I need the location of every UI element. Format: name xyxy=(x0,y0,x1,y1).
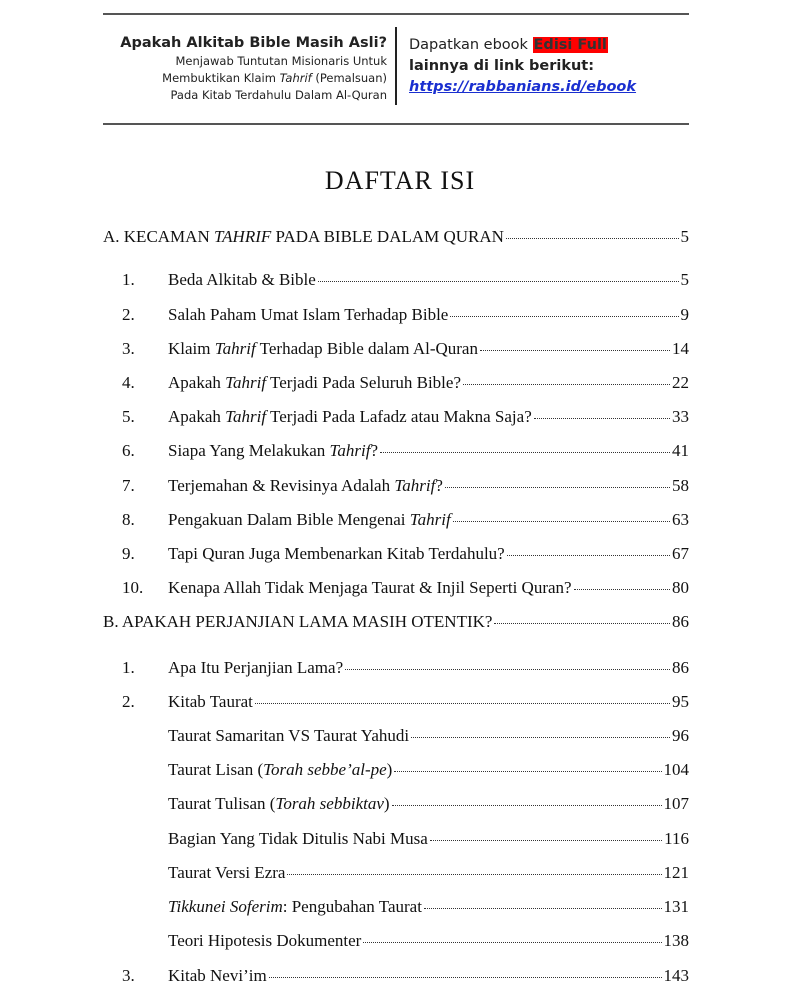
toc-entry-title: Taurat Samaritan VS Taurat Yahudi xyxy=(168,726,410,745)
toc-entry-number: 1. xyxy=(122,270,135,289)
toc-dot-leader xyxy=(380,452,670,453)
toc-page-number: 86 xyxy=(672,658,689,677)
toc-dot-leader xyxy=(394,771,661,772)
promo-link[interactable]: https://rabbanians.id/ebook xyxy=(409,79,637,95)
toc-dot-leader xyxy=(269,977,662,978)
toc-entry-number: 5. xyxy=(122,407,135,426)
toc-entry[interactable] xyxy=(168,930,689,952)
toc-dot-leader xyxy=(363,942,661,943)
toc-entry-number: 3. xyxy=(122,339,135,358)
toc-dot-leader xyxy=(453,521,670,522)
toc-page-number: 116 xyxy=(664,829,689,848)
toc-page-number: 95 xyxy=(672,692,689,711)
toc-entry-number: 4. xyxy=(122,373,135,392)
toc-entry-title: Taurat Lisan (Torah sebbe’al-pe) xyxy=(168,760,393,779)
toc-entry-number: 6. xyxy=(122,441,135,460)
toc-entry[interactable] xyxy=(122,657,689,679)
toc-page-number: 41 xyxy=(672,441,689,460)
toc-entry-title: Kenapa Allah Tidak Menjaga Taurat & Injil Seperti Quran? xyxy=(168,578,572,597)
toc-section-heading[interactable] xyxy=(103,226,689,248)
toc-entry[interactable] xyxy=(122,440,689,462)
toc-page-number: 22 xyxy=(672,373,689,392)
page-title: DAFTAR ISI xyxy=(324,166,476,195)
toc-entry[interactable] xyxy=(122,577,689,599)
toc-page-number: 5 xyxy=(680,270,689,289)
toc-entry-title: Taurat Versi Ezra xyxy=(168,863,286,882)
toc-entry-title: Bagian Yang Tidak Ditulis Nabi Musa xyxy=(168,829,428,848)
toc-dot-leader xyxy=(287,874,661,875)
toc-entry-number: 1. xyxy=(122,658,135,677)
toc-section-title: B. APAKAH PERJANJIAN LAMA MASIH OTENTIK? xyxy=(103,612,493,631)
toc-page-number: 131 xyxy=(663,897,689,916)
promo-box xyxy=(409,35,636,98)
toc-entry[interactable] xyxy=(168,896,689,918)
toc-dot-leader xyxy=(463,384,670,385)
toc-entry[interactable] xyxy=(168,828,689,850)
toc-dot-leader xyxy=(424,908,662,909)
toc-dot-leader xyxy=(255,703,670,704)
toc-page-number: 104 xyxy=(663,760,689,779)
promo-line-2: lainnya di link berikut: xyxy=(409,58,595,74)
toc-entry[interactable] xyxy=(122,338,689,360)
book-header xyxy=(103,34,387,104)
toc-page-number: 96 xyxy=(672,726,689,745)
toc-entry-title: Klaim Tahrif Terhadap Bible dalam Al-Quran xyxy=(168,339,478,358)
toc-dot-leader xyxy=(450,316,678,317)
toc-page-number: 86 xyxy=(672,612,689,631)
toc-entry[interactable] xyxy=(122,965,689,987)
toc-entry-title: Apakah Tahrif Terjadi Pada Seluruh Bible? xyxy=(168,373,461,392)
toc-page-number: 143 xyxy=(663,966,689,985)
toc-entry-title: Kitab Taurat xyxy=(168,692,253,711)
toc-page-number: 67 xyxy=(672,544,689,563)
toc-entry[interactable] xyxy=(122,543,689,565)
toc-section-heading[interactable] xyxy=(103,611,689,633)
promo-line-1: Dapatkan ebook Edisi Full xyxy=(409,37,607,53)
toc-page-number: 9 xyxy=(680,305,689,324)
toc-page-number: 63 xyxy=(672,510,689,529)
toc-entry[interactable] xyxy=(168,793,689,815)
toc-entry[interactable] xyxy=(122,372,689,394)
book-subtitle-line-2: Membuktikan Klaim Tahrif (Pemalsuan) xyxy=(162,71,387,85)
toc-dot-leader xyxy=(574,589,670,590)
toc-entry-title: Siapa Yang Melakukan Tahrif? xyxy=(168,441,378,460)
promo-highlight: Edisi Full xyxy=(533,37,607,53)
toc-dot-leader xyxy=(534,418,670,419)
toc-dot-leader xyxy=(480,350,670,351)
toc-dot-leader xyxy=(494,623,670,624)
toc-entry-title: Apakah Tahrif Terjadi Pada Lafadz atau Makna Saja? xyxy=(168,407,532,426)
toc-entry-title: Teori Hipotesis Dokumenter xyxy=(168,931,362,950)
toc-entry-number: 8. xyxy=(122,510,135,529)
toc-page-number: 58 xyxy=(672,476,689,495)
toc-dot-leader xyxy=(345,669,670,670)
toc-entry[interactable] xyxy=(168,725,689,747)
toc-entry-title: Apa Itu Perjanjian Lama? xyxy=(168,658,344,677)
header-divider xyxy=(395,27,397,105)
toc-dot-leader xyxy=(411,737,670,738)
toc-entry-title: Tikkunei Soferim: Pengubahan Taurat xyxy=(168,897,422,916)
toc-entry-number: 3. xyxy=(122,966,135,985)
toc-entry-number: 10. xyxy=(122,578,144,597)
toc-dot-leader xyxy=(506,238,679,239)
toc-entry-number: 7. xyxy=(122,476,135,495)
toc-entry[interactable] xyxy=(122,406,689,428)
header-bottom-rule xyxy=(103,123,689,125)
toc-dot-leader xyxy=(445,487,670,488)
toc-entry[interactable] xyxy=(122,269,689,291)
toc-dot-leader xyxy=(507,555,670,556)
toc-page-number: 107 xyxy=(663,794,689,813)
toc-entry-number: 2. xyxy=(122,692,135,711)
toc-page-number: 80 xyxy=(672,578,689,597)
toc-entry-title: Beda Alkitab & Bible xyxy=(168,270,316,289)
book-subtitle-line-1: Menjawab Tuntutan Misionaris Untuk xyxy=(175,54,387,68)
book-subtitle-line-3: Pada Kitab Terdahulu Dalam Al-Quran xyxy=(170,88,387,102)
toc-entry-title: Tapi Quran Juga Membenarkan Kitab Terdahulu? xyxy=(168,544,505,563)
toc-entry-number: 9. xyxy=(122,544,135,563)
toc-dot-leader xyxy=(430,840,662,841)
toc-page-number: 138 xyxy=(663,931,689,950)
toc-entry[interactable] xyxy=(122,304,689,326)
toc-page-number: 5 xyxy=(680,227,689,246)
toc-entry-title: Salah Paham Umat Islam Terhadap Bible xyxy=(168,305,449,324)
toc-entry[interactable] xyxy=(168,759,689,781)
toc-entry-title: Kitab Nevi’im xyxy=(168,966,267,985)
toc-dot-leader xyxy=(392,805,662,806)
toc-entry[interactable] xyxy=(122,691,689,713)
toc-entry-number: 2. xyxy=(122,305,135,324)
toc-entry[interactable] xyxy=(122,509,689,531)
toc-page-number: 121 xyxy=(663,863,689,882)
book-title: Apakah Alkitab Bible Masih Asli? xyxy=(120,35,387,51)
toc-entry-title: Taurat Tulisan (Torah sebbiktav) xyxy=(168,794,390,813)
toc-page-number: 33 xyxy=(672,407,689,426)
toc-entry-title: Pengakuan Dalam Bible Mengenai Tahrif xyxy=(168,510,451,529)
toc-entry[interactable] xyxy=(122,475,689,497)
toc-page-number: 14 xyxy=(672,339,689,358)
toc-section-title: A. KECAMAN TAHRIF PADA BIBLE DALAM QURAN xyxy=(103,227,504,246)
toc-entry-title: Terjemahan & Revisinya Adalah Tahrif? xyxy=(168,476,443,495)
toc-entry[interactable] xyxy=(168,862,689,884)
toc-dot-leader xyxy=(318,281,679,282)
header-top-rule xyxy=(103,13,689,15)
